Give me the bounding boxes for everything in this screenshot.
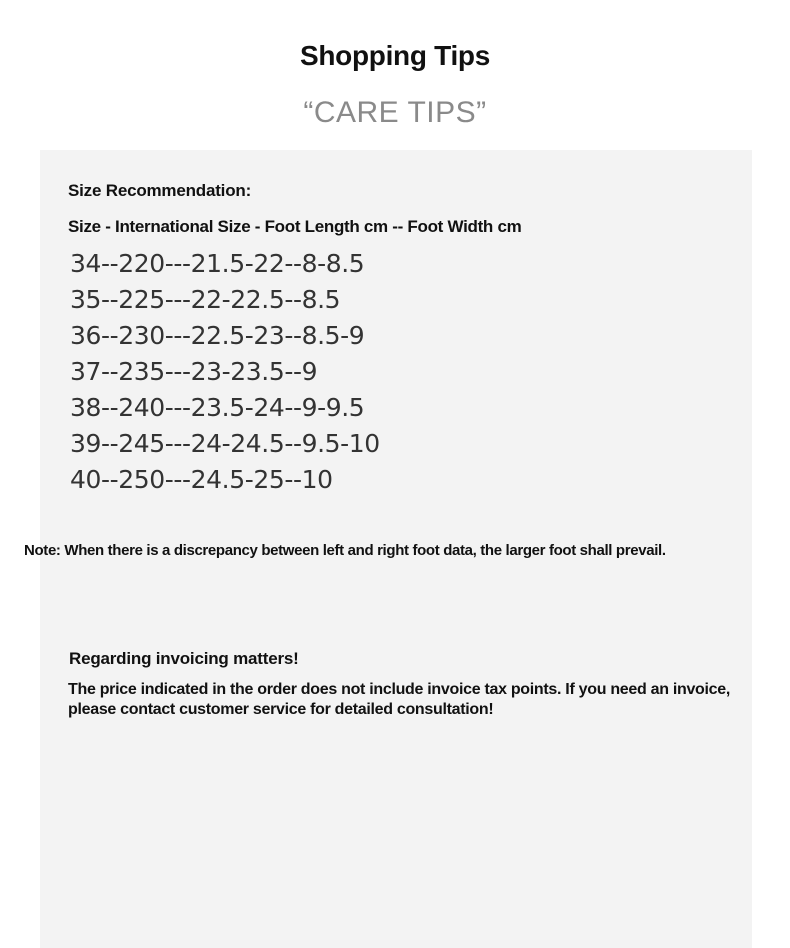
size-row-40: 40--250---24.5-25--10 <box>70 465 333 494</box>
size-recommendation-heading: Size Recommendation: <box>68 181 252 200</box>
size-row-35: 35--225---22-22.5--8.5 <box>70 285 341 314</box>
invoice-text-line-2: please contact customer service for detailed consultation! <box>68 701 494 718</box>
invoice-text <box>68 680 768 720</box>
size-columns-legend: Size - International Size - Foot Length cm -- Foot Width cm <box>68 217 522 236</box>
size-row-37: 37--235---23-23.5--9 <box>70 357 318 386</box>
size-row-39: 39--245---24-24.5--9.5-10 <box>70 429 380 458</box>
foot-discrepancy-note: Note: When there is a discrepancy between left and right foot data, the larger foot shall prevail. <box>24 542 666 559</box>
invoice-text-line-1: The price indicated in the order does not include invoice tax points. If you need an invoice, <box>68 681 730 698</box>
size-row-38: 38--240---23.5-24--9-9.5 <box>70 393 365 422</box>
page-subtitle: “CARE TIPS” <box>303 96 487 129</box>
size-row-36: 36--230---22.5-23--8.5-9 <box>70 321 365 350</box>
size-chart-list <box>70 246 380 498</box>
size-row-34: 34--220---21.5-22--8-8.5 <box>70 249 365 278</box>
invoice-heading: Regarding invoicing matters! <box>69 649 299 668</box>
page-title: Shopping Tips <box>299 40 490 71</box>
